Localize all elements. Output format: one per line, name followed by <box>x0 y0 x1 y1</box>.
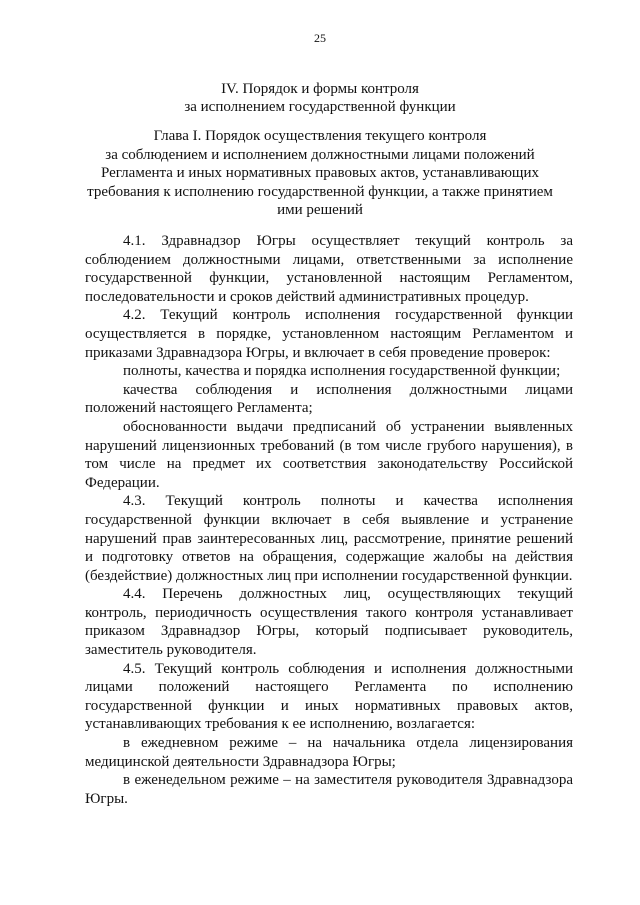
paragraph-4-3: 4.3. Текущий контроль полноты и качества исполнения государственной функции включает в себя выявление и устранение нарушений прав заинтересованных лиц, рассмотрение, принятие решений и подготовку ответов на обращения, содержащие жалобы на действия (бездействие) должностных лиц при исполнении государственной функции. <box>85 493 573 584</box>
chapter-title-line-5: ими решений <box>277 202 363 218</box>
paragraph-4-5-item-2: в еженедельном режиме – на заместителя руководителя Здравнадзора Югры. <box>85 772 573 807</box>
chapter-title-line-4: требования к исполнению государственной функции, а также принятием <box>87 183 553 200</box>
paragraph-4-2: 4.2. Текущий контроль исполнения государственной функции осуществляется в порядке, установленном настоящим Регламентом и приказами Здравнадзора Югры, и включает в себя проведение проверок: <box>85 307 573 361</box>
paragraph-4-4: 4.4. Перечень должностных лиц, осуществляющих текущий контроль, периодичность осуществления такого контроля устанавливает приказом Здравнадзор Югры, который подписывает руководитель, заместитель руководителя. <box>85 586 573 659</box>
body-text <box>85 232 573 808</box>
paragraph-4-2-item-3: обоснованности выдачи предписаний об устранении выявленных нарушений лицензионных требований (в том числе грубого нарушения), в том числе на предмет их соответствия законодательству Российской Федерации. <box>85 418 573 491</box>
chapter-title-line-1: Глава I. Порядок осуществления текущего контроля <box>153 128 487 144</box>
section-title <box>0 80 640 116</box>
paragraph-4-5: 4.5. Текущий контроль соблюдения и исполнения должностными лицами положений настоящего Регламента по исполнению государственной функции и иных нормативных правовых актов, устанавливающих требования к ее исполнению, возлагается: <box>85 660 573 733</box>
chapter-title-line-2: за соблюдением и исполнением должностными лицами положений <box>105 146 535 163</box>
chapter-title-line-3: Регламента и иных нормативных правовых актов, устанавливающих <box>100 165 540 181</box>
chapter-title <box>0 127 640 220</box>
paragraph-4-2-item-2: качества соблюдения и исполнения должностными лицами положений настоящего Регламента; <box>85 381 573 417</box>
section-title-line-1: IV. Порядок и формы контроля <box>221 81 419 97</box>
section-title-line-2: за исполнением государственной функции <box>184 99 456 115</box>
page-number: 25 <box>314 31 326 45</box>
paragraph-4-1: 4.1. Здравнадзор Югры осуществляет текущий контроль за соблюдением должностными лицами, ответственными за исполнение государственной функции, установленной настоящим Регламентом, последовательности и сроков действий административных процедур. <box>85 233 573 305</box>
paragraph-4-5-item-1: в ежедневном режиме – на начальника отдела лицензирования медицинской деятельности Здравнадзора Югры; <box>85 735 573 770</box>
paragraph-4-2-item-1: полноты, качества и порядка исполнения государственной функции; <box>123 363 561 380</box>
